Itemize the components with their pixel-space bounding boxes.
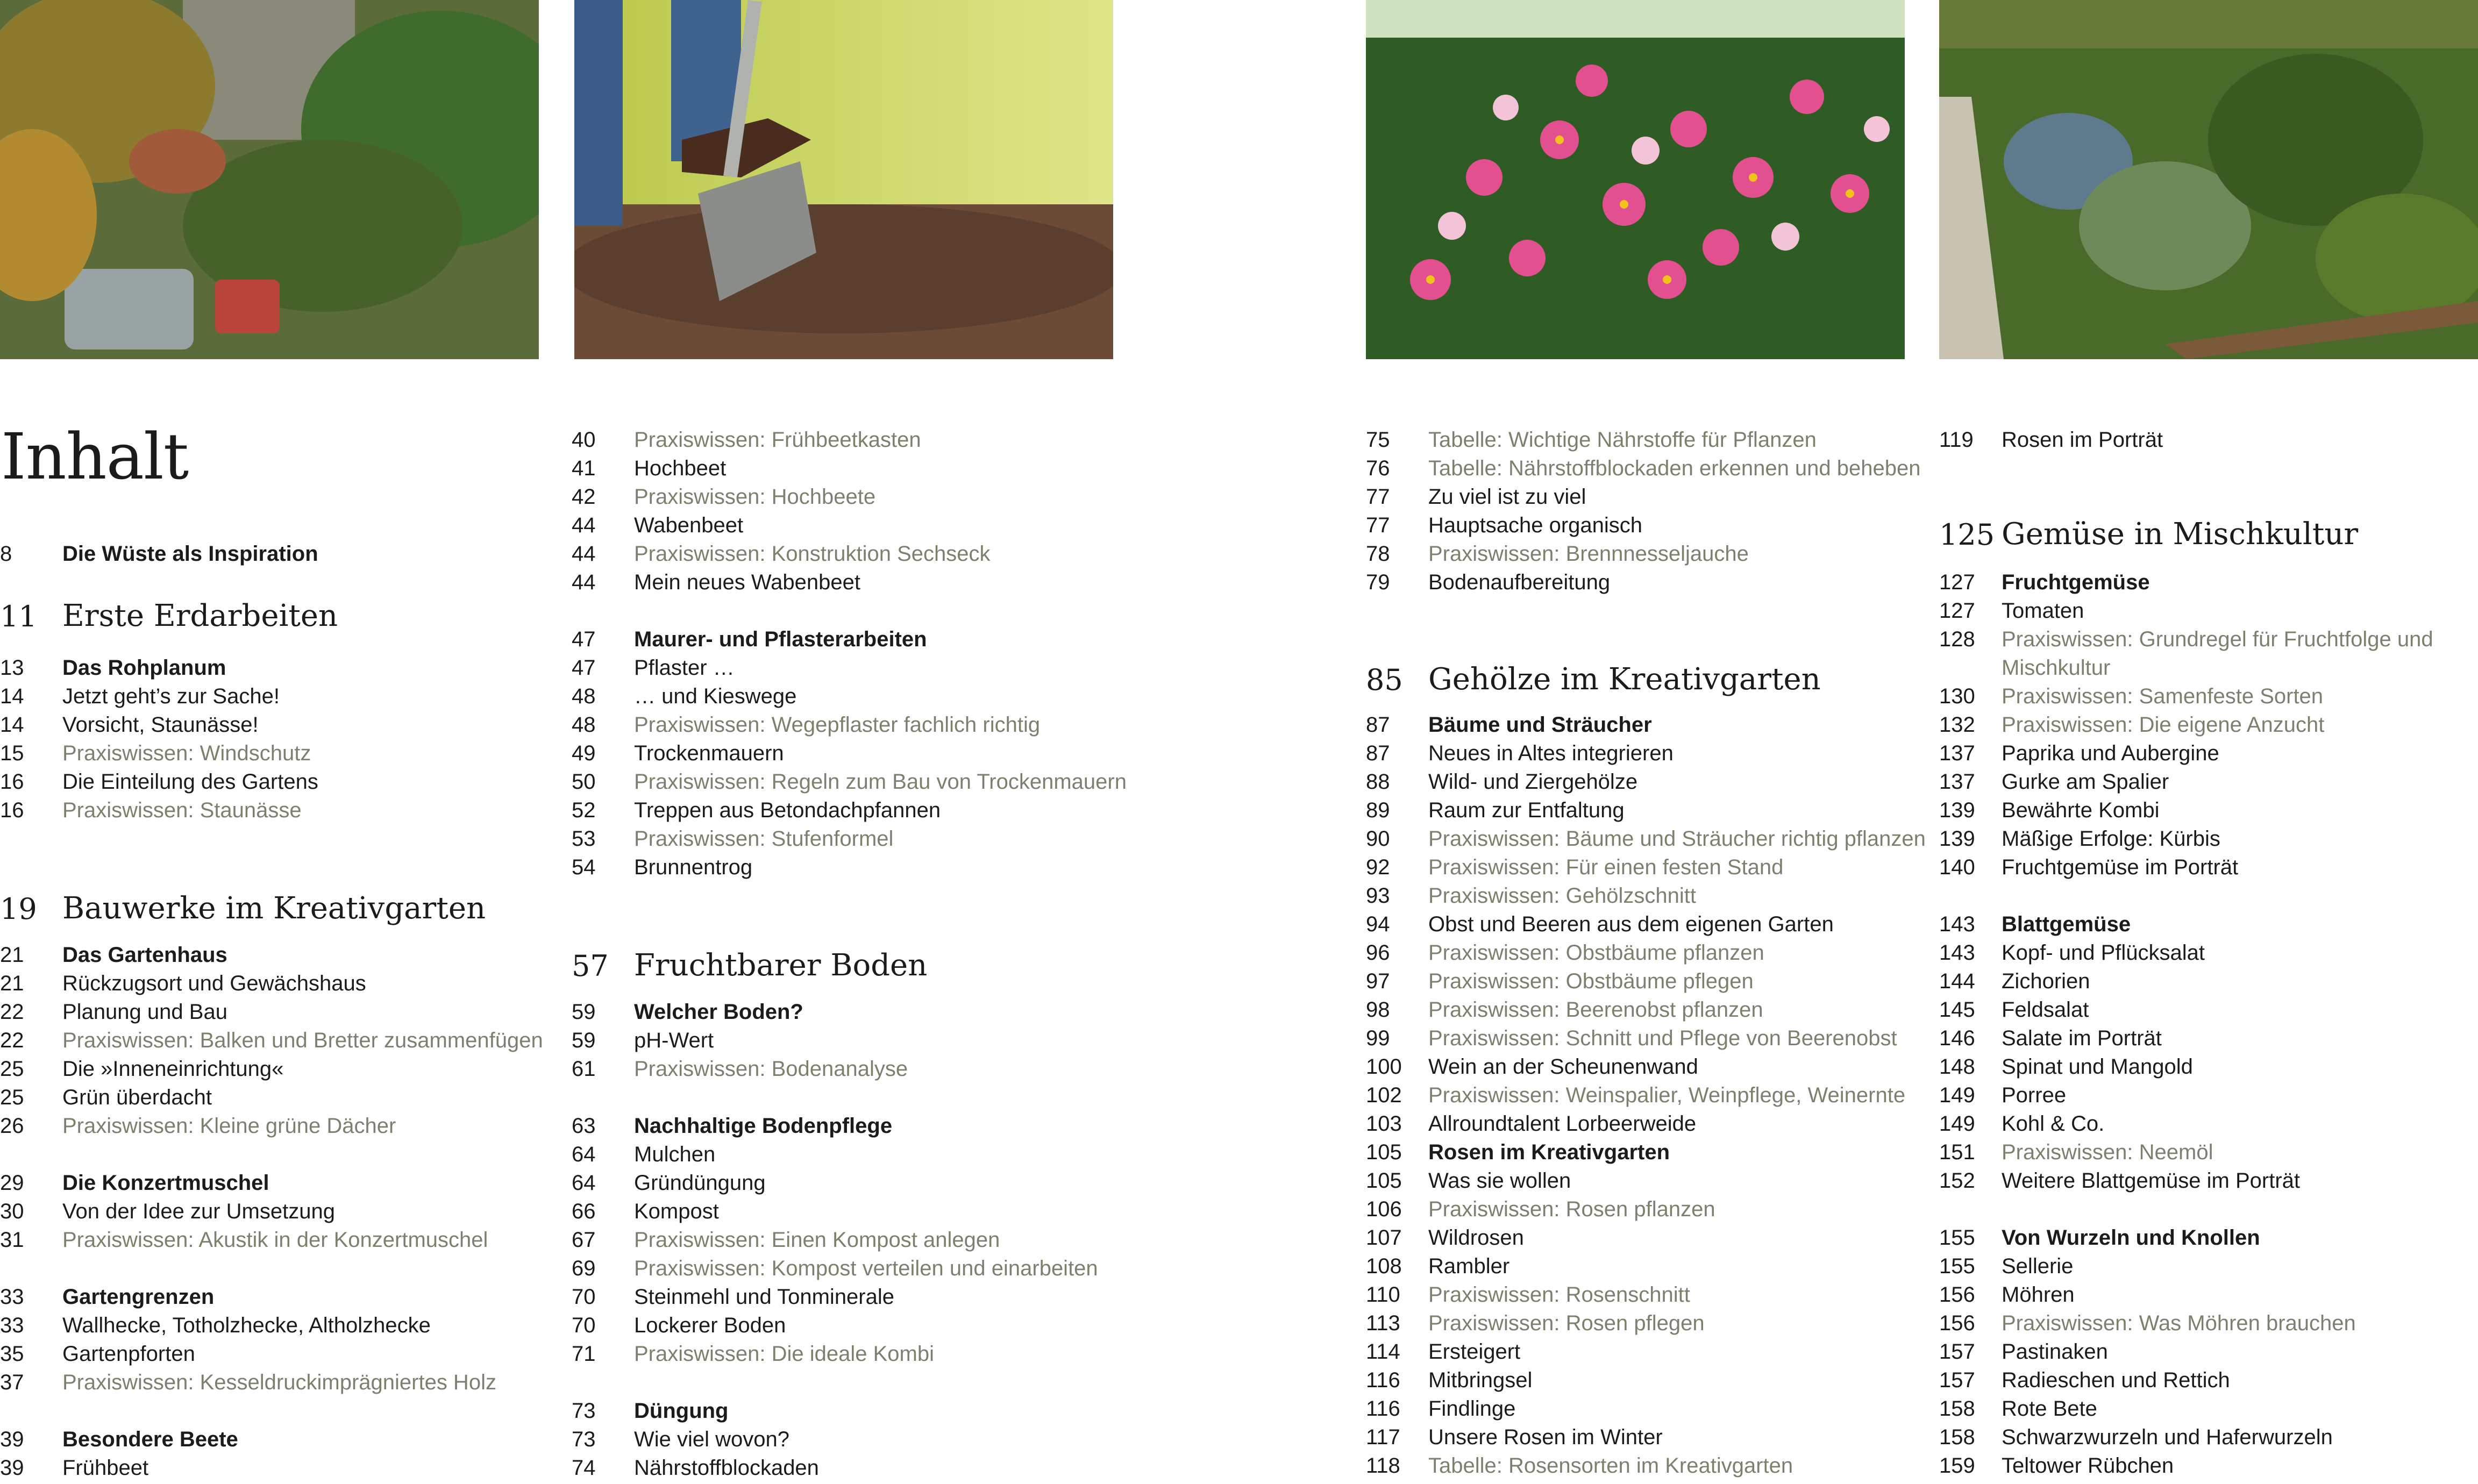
- toc-page-number: 54: [572, 855, 596, 879]
- toc-entry-title: Wein an der Scheunenwand: [1428, 1055, 1698, 1079]
- chapter-title: Gemüse in Mischkultur: [2002, 517, 2359, 552]
- toc-page-number: 89: [1366, 798, 1390, 822]
- toc-entry-title: Weitere Blattgemüse im Porträt: [2002, 1169, 2301, 1193]
- toc-page-number: 97: [1366, 969, 1390, 993]
- toc-page-number: 107: [1366, 1226, 1402, 1250]
- toc-column-2: [572, 0, 1127, 1484]
- toc-entry-title: Praxiswissen: Wegepflaster fachlich richtig: [634, 713, 1041, 737]
- toc-page-number: 155: [1939, 1226, 1975, 1250]
- toc-entry-title: Mäßige Erfolge: Kürbis: [2002, 827, 2220, 851]
- toc-entry-title: Wie viel wovon?: [634, 1428, 790, 1451]
- toc-entry-title: Düngung: [634, 1399, 729, 1423]
- chapter-number: 85: [1366, 663, 1403, 697]
- toc-entry-title: Praxiswissen: Kompost verteilen und einarbeiten: [634, 1257, 1098, 1280]
- toc-page-number: 59: [572, 1000, 596, 1024]
- toc-entry-title: Gartenpforten: [62, 1342, 195, 1366]
- toc-entry-title: Praxiswissen: Für einen festen Stand: [1428, 855, 1784, 879]
- toc-entry-title: Praxiswissen: Stufenformel: [634, 827, 894, 851]
- toc-page-number: 130: [1939, 684, 1975, 708]
- toc-entry-title: Schwarzwurzeln und Haferwurzeln: [2002, 1425, 2333, 1449]
- toc-page-number: 69: [572, 1257, 596, 1280]
- toc-page-number: 25: [0, 1086, 24, 1109]
- toc-page-number: 144: [1939, 969, 1975, 993]
- toc-entry-title: Porree: [2002, 1083, 2067, 1107]
- toc-page-number: 48: [572, 713, 596, 737]
- toc-entry-title: Feldsalat: [2002, 998, 2089, 1022]
- toc-entry-title: Gartengrenzen: [62, 1285, 215, 1309]
- toc-entry-title: Die Wüste als Inspiration: [62, 542, 318, 566]
- toc-page-number: 48: [572, 684, 596, 708]
- toc-page-number: 158: [1939, 1397, 1975, 1421]
- toc-entry-title: Pastinaken: [2002, 1340, 2108, 1364]
- toc-entry-title: Teltower Rübchen: [2002, 1454, 2174, 1478]
- toc-page-number: 15: [0, 741, 24, 765]
- toc-entry-title: Von der Idee zur Umsetzung: [62, 1200, 335, 1223]
- toc-entry-title: Frühbeet: [62, 1456, 149, 1480]
- toc-entry-title: Brunnentrog: [634, 855, 753, 879]
- toc-page-number: 21: [0, 972, 24, 995]
- toc-entry-title: Praxiswissen: Die ideale Kombi: [634, 1342, 935, 1366]
- toc-page-number: 149: [1939, 1112, 1975, 1136]
- toc-page-number: 14: [0, 713, 24, 737]
- toc-page-number: 148: [1939, 1055, 1975, 1079]
- toc-page-number: 29: [0, 1171, 24, 1195]
- toc-entry-title: Praxiswissen: Rosen pflegen: [1428, 1311, 1705, 1335]
- toc-page-number: 108: [1366, 1254, 1402, 1278]
- toc-entry-title: Besondere Beete: [62, 1428, 238, 1451]
- toc-page-number: 47: [572, 627, 596, 651]
- toc-entry-title: Grün überdacht: [62, 1086, 212, 1109]
- toc-entry-title: Zichorien: [2002, 969, 2090, 993]
- toc-page-number: 93: [1366, 884, 1390, 908]
- toc-page-number: 157: [1939, 1340, 1975, 1364]
- toc-entry-title: Die Konzertmuschel: [62, 1171, 269, 1195]
- toc-entry-title: Welcher Boden?: [634, 1000, 803, 1024]
- toc-page-number: 103: [1366, 1112, 1402, 1136]
- toc-entry-title: Praxiswissen: Windschutz: [62, 741, 311, 765]
- toc-entry-title: Vorsicht, Staunässe!: [62, 713, 259, 737]
- toc-page-number: 26: [0, 1114, 24, 1138]
- toc-page-number: 71: [572, 1342, 596, 1366]
- toc-page-number: 149: [1939, 1083, 1975, 1107]
- chapter-title: Gehölze im Kreativgarten: [1428, 662, 1821, 697]
- toc-page-number: 117: [1366, 1425, 1400, 1449]
- toc-entry-title: Paprika und Aubergine: [2002, 741, 2219, 765]
- toc-entry-title: Mein neues Wabenbeet: [634, 570, 861, 594]
- toc-entry-title: Mulchen: [634, 1143, 716, 1166]
- toc-page-number: 22: [0, 1000, 24, 1024]
- toc-entry-title: Unsere Rosen im Winter: [1428, 1425, 1663, 1449]
- toc-page-number: 53: [572, 827, 596, 851]
- toc-entry-title: Die »Inneneinrichtung«: [62, 1057, 284, 1081]
- toc-entry-title: Praxiswissen: Akustik in der Konzertmuschel: [62, 1228, 488, 1252]
- toc-entry-title: Praxiswissen: Was Möhren brauchen: [2002, 1311, 2356, 1335]
- toc-entry-title: Steinmehl und Tonminerale: [634, 1285, 895, 1309]
- toc-page-number: 145: [1939, 998, 1975, 1022]
- toc-entry-title: Mischkultur: [2002, 656, 2111, 680]
- toc-entry-title: Planung und Bau: [62, 1000, 227, 1024]
- toc-entry-title: Von Wurzeln und Knollen: [2002, 1226, 2260, 1250]
- toc-page-number: 100: [1366, 1055, 1402, 1079]
- toc-entry-title: Nährstoffblockaden: [634, 1456, 819, 1480]
- toc-page-number: 159: [1939, 1454, 1975, 1478]
- toc-entry-title: Pflaster …: [634, 656, 735, 680]
- toc-page-number: 76: [1366, 456, 1390, 480]
- toc-entry-title: Kohl & Co.: [2002, 1112, 2105, 1136]
- toc-page-number: 139: [1939, 827, 1975, 851]
- toc-entry-title: Praxiswissen: Rosenschnitt: [1428, 1283, 1690, 1307]
- toc-entry-title: Praxiswissen: Bäume und Sträucher richtig pflanzen: [1428, 827, 1926, 851]
- toc-page-number: 116: [1366, 1397, 1400, 1421]
- toc-page-number: 143: [1939, 941, 1975, 965]
- toc-page-number: 70: [572, 1314, 596, 1337]
- toc-page-number: 63: [572, 1114, 596, 1138]
- toc-page-number: 25: [0, 1057, 24, 1081]
- toc-page-number: 87: [1366, 713, 1390, 737]
- toc-page-number: 66: [572, 1200, 596, 1223]
- toc-page-number: 98: [1366, 998, 1390, 1022]
- toc-entry-title: Lockerer Boden: [634, 1314, 786, 1337]
- toc-column-1: [0, 0, 543, 1484]
- toc-page-number: 75: [1366, 428, 1390, 452]
- toc-page-number: 47: [572, 656, 596, 680]
- toc-page-number: 158: [1939, 1425, 1975, 1449]
- toc-page-number: 59: [572, 1029, 596, 1052]
- toc-entry-title: Rosen im Porträt: [2002, 428, 2163, 452]
- toc-entry-title: Praxiswissen: Balken und Bretter zusammenfügen: [62, 1029, 543, 1052]
- toc-entry-title: Praxiswissen: Einen Kompost anlegen: [634, 1228, 1000, 1252]
- toc-entry-title: Kopf- und Pflücksalat: [2002, 941, 2205, 965]
- toc-entry-title: Praxiswissen: Regeln zum Bau von Trockenmauern: [634, 770, 1127, 794]
- toc-page-number: 128: [1939, 627, 1975, 651]
- toc-page-number: 143: [1939, 912, 1975, 936]
- toc-entry-title: Praxiswissen: Neemöl: [2002, 1140, 2213, 1164]
- toc-entry-title: Spinat und Mangold: [2002, 1055, 2193, 1079]
- toc-page-number: 39: [0, 1456, 24, 1480]
- toc-entry-title: Das Rohplanum: [62, 656, 226, 680]
- toc-page-number: 146: [1939, 1026, 1975, 1050]
- toc-entry-title: Fruchtgemüse: [2002, 570, 2150, 594]
- toc-entry-title: Bäume und Sträucher: [1428, 713, 1652, 737]
- toc-entry-title: Tabelle: Nährstoffblockaden erkennen und beheben: [1428, 456, 1921, 480]
- toc-page-number: 137: [1939, 770, 1975, 794]
- toc-page-number: 94: [1366, 912, 1390, 936]
- toc-entry-title: Praxiswissen: Hochbeete: [634, 485, 876, 509]
- toc-page-number: 73: [572, 1428, 596, 1451]
- toc-page-number: 35: [0, 1342, 24, 1366]
- toc-page-number: 102: [1366, 1083, 1402, 1107]
- toc-page-number: 52: [572, 798, 596, 822]
- toc-page-number: 79: [1366, 570, 1390, 594]
- toc-page-number: 22: [0, 1029, 24, 1052]
- toc-page-number: 118: [1366, 1454, 1400, 1478]
- toc-entry-title: Fruchtgemüse im Porträt: [2002, 855, 2239, 879]
- toc-page-number: 40: [572, 428, 596, 452]
- toc-page-number: 33: [0, 1314, 24, 1337]
- toc-entry-title: Ersteigert: [1428, 1340, 1521, 1364]
- toc-entry-title: Praxiswissen: Weinspalier, Weinpflege, Weinernte: [1428, 1083, 1906, 1107]
- toc-page-number: 74: [572, 1456, 596, 1480]
- toc-page-number: 155: [1939, 1254, 1975, 1278]
- toc-page-number: 156: [1939, 1283, 1975, 1307]
- toc-entry-title: Praxiswissen: Grundregel für Fruchtfolge und: [2002, 627, 2433, 651]
- toc-entry-title: Wildrosen: [1428, 1226, 1524, 1250]
- toc-entry-title: Praxiswissen: Obstbäume pflanzen: [1428, 941, 1764, 965]
- toc-entry-title: Praxiswissen: Samenfeste Sorten: [2002, 684, 2324, 708]
- toc-entry-title: Praxiswissen: Die eigene Anzucht: [2002, 713, 2325, 737]
- toc-page-number: 16: [0, 798, 24, 822]
- toc-entry-title: Nachhaltige Bodenpflege: [634, 1114, 893, 1138]
- toc-page-number: 105: [1366, 1140, 1402, 1164]
- toc-entry-title: Rückzugsort und Gewächshaus: [62, 972, 366, 995]
- toc-entry-title: Neues in Altes integrieren: [1428, 741, 1674, 765]
- toc-entry-title: Obst und Beeren aus dem eigenen Garten: [1428, 912, 1834, 936]
- toc-page-number: 137: [1939, 741, 1975, 765]
- toc-page-number: 21: [0, 943, 24, 967]
- toc-page-number: 87: [1366, 741, 1390, 765]
- toc-page-number: 39: [0, 1428, 24, 1451]
- toc-entry-title: Tabelle: Wichtige Nährstoffe für Pflanzen: [1428, 428, 1817, 452]
- toc-entry-title: Praxiswissen: Kesseldruckimprägniertes Holz: [62, 1371, 496, 1394]
- toc-entry-title: Kompost: [634, 1200, 719, 1223]
- toc-page-number: 106: [1366, 1197, 1402, 1221]
- toc-entry-title: Gurke am Spalier: [2002, 770, 2169, 794]
- toc-entry-title: pH-Wert: [634, 1029, 714, 1052]
- toc-page-number: 44: [572, 513, 596, 537]
- toc-page-number: 30: [0, 1200, 24, 1223]
- toc-page-number: 90: [1366, 827, 1390, 851]
- toc-page-number: 96: [1366, 941, 1390, 965]
- toc-page-number: 99: [1366, 1026, 1390, 1050]
- toc-entry-title: Tomaten: [2002, 599, 2084, 623]
- toc-page-number: 77: [1366, 513, 1390, 537]
- toc-page-number: 157: [1939, 1368, 1975, 1392]
- toc-page-number: 151: [1939, 1140, 1975, 1164]
- toc-entry-title: Maurer- und Pflasterarbeiten: [634, 627, 927, 651]
- toc-entry-title: Tabelle: Rosensorten im Kreativgarten: [1428, 1454, 1793, 1478]
- toc-page-number: 13: [0, 656, 24, 680]
- toc-page-number: 77: [1366, 485, 1390, 509]
- chapter-number: 19: [0, 892, 37, 926]
- toc-entry-title: Bodenaufbereitung: [1428, 570, 1611, 594]
- page-title: Inhalt: [1, 419, 189, 494]
- toc-page-number: 140: [1939, 855, 1975, 879]
- toc-page-number: 127: [1939, 599, 1975, 623]
- toc-entry-title: Wabenbeet: [634, 513, 744, 537]
- toc-page-number: 31: [0, 1228, 24, 1252]
- toc-entry-title: Findlinge: [1428, 1397, 1516, 1421]
- toc-page-number: 132: [1939, 713, 1975, 737]
- toc-entry-title: Rosen im Kreativgarten: [1428, 1140, 1670, 1164]
- toc-page-number: 88: [1366, 770, 1390, 794]
- toc-entry-title: Hochbeet: [634, 456, 727, 480]
- toc-entry-title: Treppen aus Betondachpfannen: [634, 798, 941, 822]
- toc-entry-title: Praxiswissen: Staunässe: [62, 798, 302, 822]
- toc-entry-title: Praxiswissen: Rosen pflanzen: [1428, 1197, 1715, 1221]
- toc-page-number: 156: [1939, 1311, 1975, 1335]
- toc-page-number: 92: [1366, 855, 1390, 879]
- toc-page-number: 114: [1366, 1340, 1400, 1364]
- toc-entry-title: Praxiswissen: Obstbäume pflegen: [1428, 969, 1754, 993]
- toc-page-number: 152: [1939, 1169, 1975, 1193]
- toc-entry-title: Raum zur Entfaltung: [1428, 798, 1625, 822]
- toc-page-number: 64: [572, 1143, 596, 1166]
- toc-page-number: 8: [0, 542, 12, 566]
- toc-entry-title: Radieschen und Rettich: [2002, 1368, 2230, 1392]
- toc-page-number: 113: [1366, 1311, 1400, 1335]
- toc-page-number: 105: [1366, 1169, 1402, 1193]
- toc-entry-title: Allroundtalent Lorbeerweide: [1428, 1112, 1697, 1136]
- toc-page-number: 73: [572, 1399, 596, 1423]
- toc-page-number: 33: [0, 1285, 24, 1309]
- chapter-number: 11: [0, 600, 37, 633]
- toc-entry-title: Trockenmauern: [634, 741, 784, 765]
- toc-entry-title: Hauptsache organisch: [1428, 513, 1643, 537]
- toc-page-number: 44: [572, 542, 596, 566]
- chapter-number: 57: [572, 949, 609, 983]
- toc-entry-title: Praxiswissen: Schnitt und Pflege von Beerenobst: [1428, 1026, 1897, 1050]
- toc-entry-title: Praxiswissen: Gehölzschnitt: [1428, 884, 1696, 908]
- toc-entry-title: Blattgemüse: [2002, 912, 2131, 936]
- toc-entry-title: Praxiswissen: Kleine grüne Dächer: [62, 1114, 396, 1138]
- toc-page-number: 67: [572, 1228, 596, 1252]
- toc-page-number: 44: [572, 570, 596, 594]
- toc-entry-title: Rote Bete: [2002, 1397, 2097, 1421]
- toc-page-number: 37: [0, 1371, 24, 1394]
- toc-entry-title: Möhren: [2002, 1283, 2075, 1307]
- toc-entry-title: Zu viel ist zu viel: [1428, 485, 1586, 509]
- toc-page-number: 42: [572, 485, 596, 509]
- toc-page-number: 127: [1939, 570, 1975, 594]
- toc-entry-title: Mitbringsel: [1428, 1368, 1533, 1392]
- chapter-number: 125: [1939, 518, 1995, 552]
- toc-entry-title: Praxiswissen: Brennnesseljauche: [1428, 542, 1749, 566]
- toc-entry-title: Wallhecke, Totholzhecke, Altholzhecke: [62, 1314, 431, 1337]
- chapter-title: Bauwerke im Kreativgarten: [62, 891, 486, 926]
- toc-page-number: 70: [572, 1285, 596, 1309]
- chapter-title: Erste Erdarbeiten: [62, 598, 338, 633]
- toc-entry-title: Bewährte Kombi: [2002, 798, 2160, 822]
- toc-entry-title: Salate im Porträt: [2002, 1026, 2162, 1050]
- toc-page-number: 41: [572, 456, 596, 480]
- toc-page-number: 119: [1939, 428, 1974, 452]
- toc-entry-title: Gründüngung: [634, 1171, 766, 1195]
- toc-entry-title: Die Einteilung des Gartens: [62, 770, 318, 794]
- toc-page-number: 49: [572, 741, 596, 765]
- toc-entry-title: Wild- und Ziergehölze: [1428, 770, 1638, 794]
- toc-entry-title: Jetzt geht’s zur Sache!: [62, 684, 280, 708]
- toc-page-number: 78: [1366, 542, 1390, 566]
- toc-page-number: 64: [572, 1171, 596, 1195]
- toc-entry-title: … und Kieswege: [634, 684, 797, 708]
- toc-entry-title: Praxiswissen: Beerenobst pflanzen: [1428, 998, 1763, 1022]
- toc-entry-title: Das Gartenhaus: [62, 943, 227, 967]
- toc-column-3: [1366, 0, 1926, 1484]
- toc-column-4: [1939, 0, 2477, 1484]
- toc-entry-title: Praxiswissen: Konstruktion Sechseck: [634, 542, 991, 566]
- toc-entry-title: Praxiswissen: Frühbeetkasten: [634, 428, 921, 452]
- toc-page-number: 50: [572, 770, 596, 794]
- toc-entry-title: Rambler: [1428, 1254, 1510, 1278]
- toc-entry-title: Was sie wollen: [1428, 1169, 1571, 1193]
- toc-entry-title: Praxiswissen: Bodenanalyse: [634, 1057, 908, 1081]
- toc-page-number: 61: [572, 1057, 596, 1081]
- chapter-title: Fruchtbarer Boden: [634, 948, 928, 983]
- toc-page-number: 116: [1366, 1368, 1400, 1392]
- toc-page-number: 110: [1366, 1283, 1400, 1307]
- toc-entry-title: Sellerie: [2002, 1254, 2074, 1278]
- toc-page-number: 16: [0, 770, 24, 794]
- toc-page-number: 14: [0, 684, 24, 708]
- toc-page-number: 139: [1939, 798, 1975, 822]
